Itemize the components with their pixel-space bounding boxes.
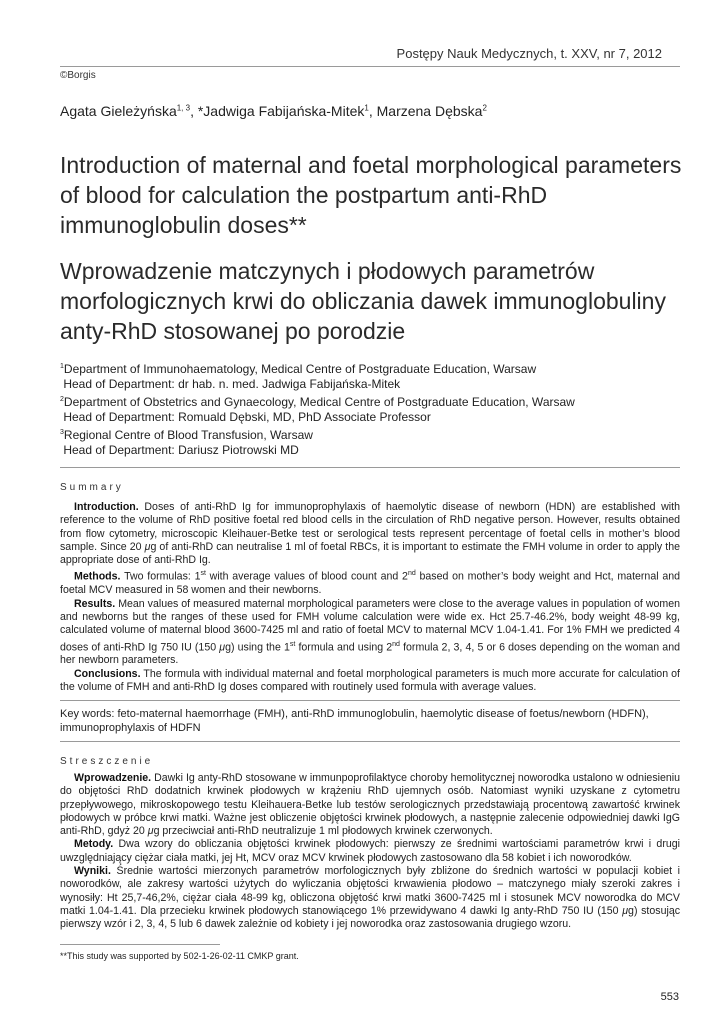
paragraph-text: formula and using 2 (295, 641, 393, 654)
paragraph-text: with average values of blood count and 2 (205, 571, 408, 584)
paragraph-text: Dawki Ig anty-RhD stosowane w immunpoprofilaktyce choroby hemolitycznej noworodka ustalono w odniesieniu do objętości RhD dodatnich krwinek płodowych w krążeniu RhD ujemnych osób. Natomiast wyniki uzyskane z cytometru przepływowego, mikroskopowego testu Kleihauera-Betke lub testów serologicznych przedstawiają procentową zawartość krwinek płodowych w próbce krwi matki. Ważne jest obliczenie objętości krwinek płodowych, a następnie zalecenie odpowiedniej dawki IgG anti-RhD, gdyż 20 (60, 772, 680, 838)
ordinal-suffix: st (200, 570, 206, 578)
mu-symbol: μ (147, 825, 154, 838)
summary-results (60, 598, 680, 668)
author-affiliation-mark: 1, 3 (176, 103, 191, 113)
mu-symbol: μ (622, 904, 629, 917)
mu-symbol: μ (144, 540, 151, 553)
paragraph-label: Methods. (74, 571, 121, 584)
streszczenie-abstract (60, 772, 680, 932)
affiliation-mark: 3 (60, 429, 64, 436)
paragraph-text: Mean values of measured maternal morphological parameters were close to the average values in population of women and newborns but the ranges of these used for FMH volume calculation were wide ex. Hct 25.7-46.2%, body weight 48-99 kg, calculated volume of maternal blood 3600-7425 ml and ratio of foetal MCV to maternal MCV 1.04-1.41. For 1% FMH we predicted 4 doses of anti-RhD Ig 750 IU (150 (60, 597, 680, 654)
author-affiliation-mark: 1 (364, 103, 369, 113)
affiliation-text: Head of Department: Dariusz Piotrowski MD (63, 443, 299, 457)
journal-header: Postępy Nauk Medycznych, t. XXV, nr 7, 2012 (396, 46, 662, 61)
paragraph-text: g przeciwciał anti-RhD neutralizuje 1 ml płodowych krwinek czerwonych. (153, 825, 493, 838)
affiliation-line (60, 410, 680, 425)
keywords-rule-bottom (60, 741, 680, 742)
affiliation-text: Department of Immunohaematology, Medical Centre of Postgraduate Education, Warsaw (63, 362, 537, 376)
affiliation-text: Department of Obstetrics and Gynaecology, Medical Centre of Postgraduate Education, Warsaw (63, 395, 575, 409)
affiliation-line (60, 443, 680, 458)
paragraph-text: Two formulas: 1 (120, 571, 201, 584)
mu-symbol: μ (219, 641, 226, 654)
affiliation-line (60, 359, 680, 377)
affiliation-mark: 1 (60, 363, 64, 370)
ordinal-suffix: st (289, 640, 296, 648)
summary-conclusions (60, 668, 680, 695)
publisher-label: ©Borgis (60, 70, 96, 81)
author-name: *Jadwiga Fabijańska-Mitek (197, 103, 365, 119)
paragraph-text: Doses of anti-RhD Ig for immunoprophylaxis of haemolytic disease of newborn (HDN) are established with reference to the volume of RhD positive foetal red blood cells in the circulation of RhD negative person. However, results obtained from flow cytometry, microscopic Kleihauer-Betke test or serological tests represent percentage of foetal cells in mother’s blood sample. Since 20 (60, 501, 680, 553)
streszczenie-heading: Streszczenie (60, 756, 154, 767)
paragraph-text: formula 2, 3, 4, 5 or 6 doses depending on the woman and her newborn parameters. (60, 641, 680, 667)
streszczenie-wprowadzenie (60, 772, 680, 838)
summary-introduction (60, 501, 680, 567)
paragraph-text: The formula with individual maternal and foetal morphological parameters is much more accurate for calculation of the volume of FMH and anti-RhD Ig doses compared with routinely used formula with average values. (60, 667, 680, 693)
summary-heading: Summary (60, 482, 124, 493)
affiliation-line (60, 425, 680, 443)
footnote: **This study was supported by 502-1-26-02-11 CMKP grant. (60, 951, 299, 961)
affiliations (60, 359, 680, 458)
paragraph-label: Results. (74, 597, 116, 610)
header-rule (60, 66, 680, 67)
affiliation-mark: 2 (60, 396, 64, 403)
author-affiliation-mark: 2 (482, 103, 487, 113)
affiliation-text: Regional Centre of Blood Transfusion, Warsaw (63, 428, 313, 442)
affiliation-text: Head of Department: dr hab. n. med. Jadwiga Fabijańska-Mitek (63, 377, 401, 391)
paragraph-text: g) using the 1 (225, 641, 290, 654)
streszczenie-wyniki (60, 865, 680, 931)
summary-abstract (60, 501, 680, 694)
paragraph-text: g) stosując pierwszy wzór i 2, 3, 4, 5 lub 6 dawek zależnie od kobiety i jej noworodka oraz zastosowania drugiego wzoru. (60, 904, 681, 931)
author-separator: , (368, 103, 377, 119)
page-number: 553 (660, 991, 679, 1003)
footnote-rule (60, 944, 220, 945)
author-name: Marzena Dębska (376, 103, 483, 119)
section-rule (60, 467, 680, 468)
keywords-rule-top (60, 700, 680, 701)
keywords: Key words: feto-maternal haemorrhage (FMH), anti-RhD immunoglobulin, haemolytic disease of foetus/newborn (HDFN), immunoprophylaxis of HDFN (60, 708, 649, 734)
article-title-polish: Wprowadzenie matczynych i płodowych parametrów morfologicznych krwi do obliczania dawek immunoglobuliny anty-RhD stosowanej po porodzie (60, 258, 666, 344)
paragraph-label: Wyniki. (74, 865, 111, 878)
streszczenie-metody (60, 838, 680, 865)
paragraph-text: Dwa wzory do obliczania objętości krwinek płodowych: pierwszy ze średnimi wartościami parametrów krwi i drugi uwzględniający ciężar ciała matki, jej Ht, MCV oraz MCV krwinek płodowych zastosowano dla 58 kobiet i ich noworodków. (60, 838, 680, 864)
author-separator: , (190, 103, 198, 119)
paragraph-text: Średnie wartości mierzonych parametrów morfologicznych były zbliżone do średnich wartości w populacji kobiet i noworodków, ale zakresy wartości użytych do wyliczania objętości krwawienia płodowo – matczynego miały szeroki zakres i wynosiły: Ht 25,7-46,2%, ciężar ciała 48-99 kg, obliczona objętość krwi matki 3600-7425 ml i stosunek MCV noworodka do MCV matki 1.04-1.41. Dla przecieku krwinek płodowych stanowiącego 1% przewidywano 4 dawki Ig anty-RhD 750 IU (150 (60, 865, 680, 917)
ordinal-suffix: nd (407, 570, 416, 578)
affiliation-line (60, 392, 680, 410)
affiliation-text: Head of Department: Romuald Dębski, MD, PhD Associate Professor (63, 410, 431, 424)
paragraph-label: Metody. (74, 838, 114, 851)
article-title-english: Introduction of maternal and foetal morphological parameters of blood for calculation the postpartum anti-RhD immunoglobulin doses** (60, 152, 682, 238)
authors-line (60, 103, 487, 119)
summary-methods (60, 567, 680, 597)
author-name: Agata Gieleżyńska (60, 103, 177, 119)
paragraph-text: g of anti-RhD can neutralise 1 ml of foetal RBCs, it is important to estimate the FMH volume in order to apply the appropriate dose of anti-RhD Ig. (60, 540, 680, 567)
paragraph-label: Introduction. (74, 501, 139, 513)
paragraph-label: Wprowadzenie. (74, 772, 152, 784)
paragraph-text: based on mother’s body weight and Hct, maternal and foetal MCV measured in 58 women and their newborns. (60, 571, 681, 597)
paragraph-label: Conclusions. (74, 667, 141, 680)
affiliation-line (60, 377, 680, 392)
ordinal-suffix: nd (392, 640, 400, 648)
